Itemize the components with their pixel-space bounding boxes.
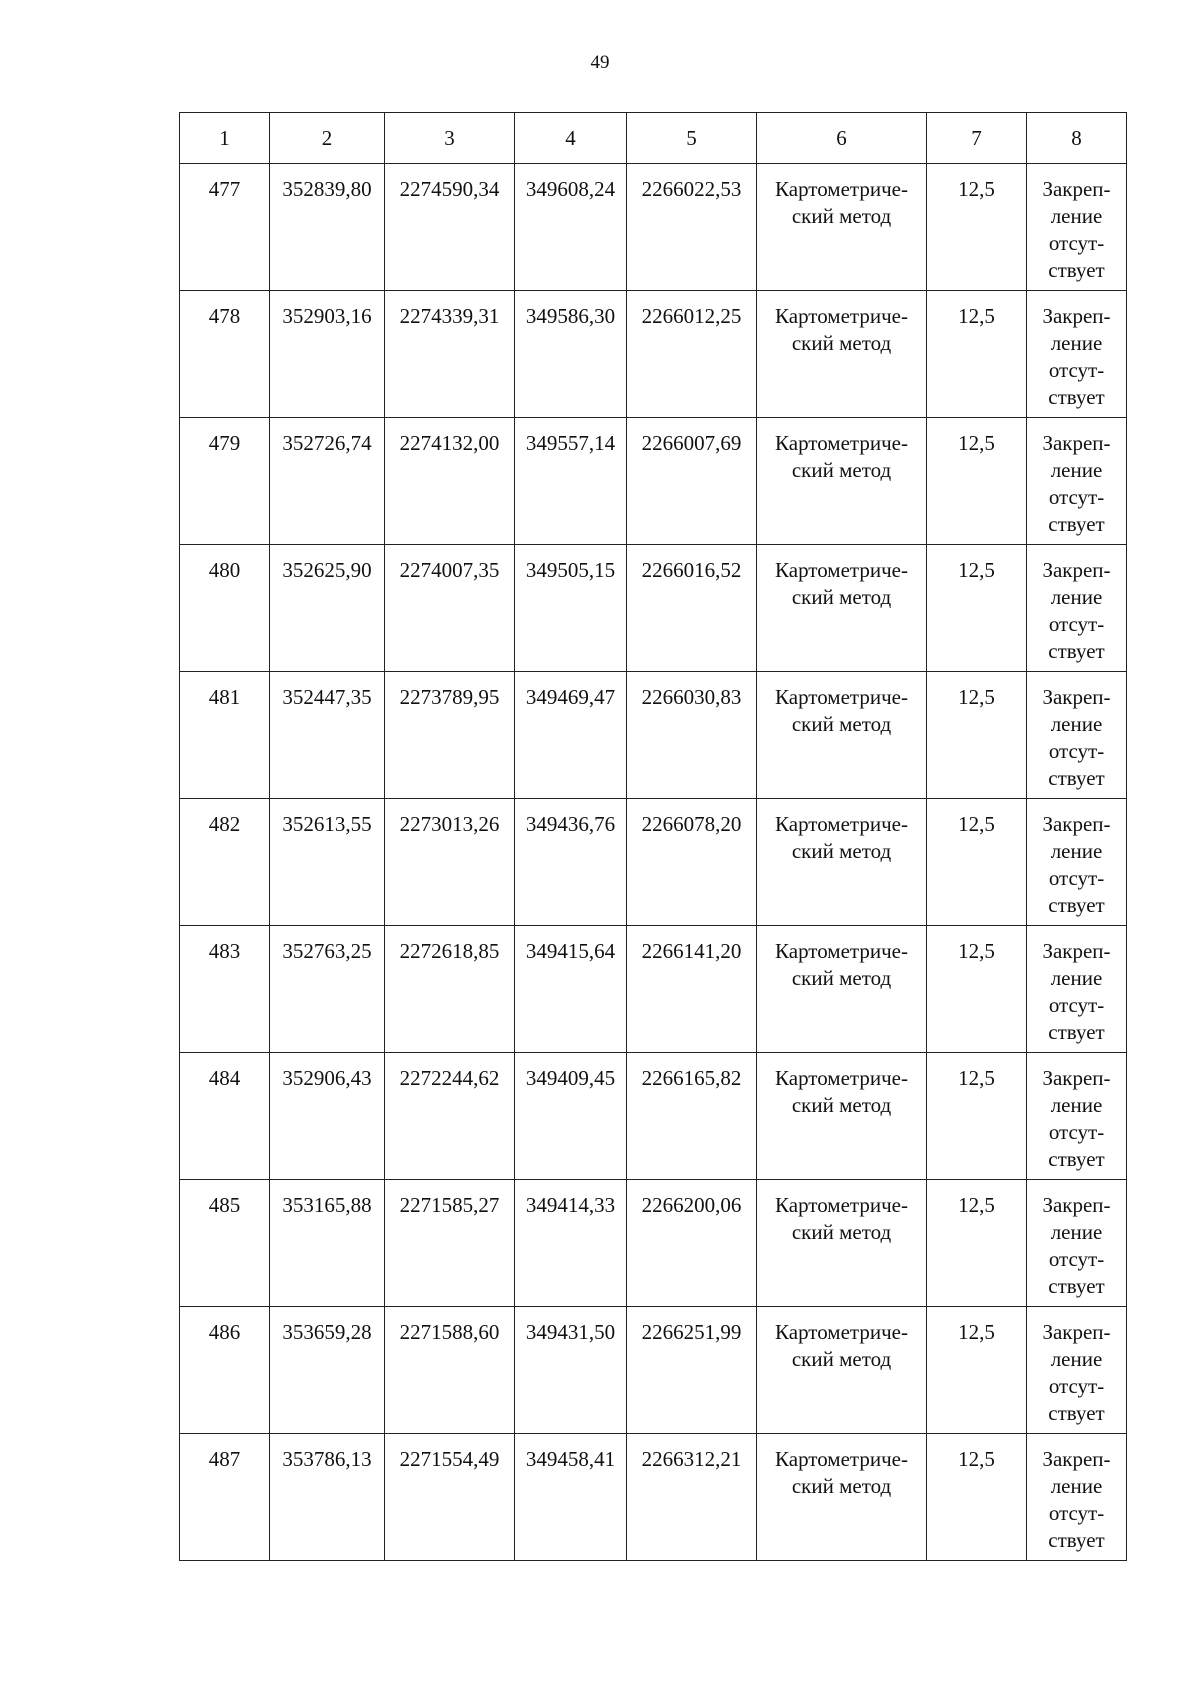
y-coordinate-new-cell: 2266251,99 (627, 1307, 757, 1434)
accuracy-cell: 12,5 (927, 1053, 1027, 1180)
point-number-cell: 483 (180, 926, 270, 1053)
page-number: 49 (590, 52, 610, 73)
table-row (180, 291, 1127, 418)
y-coordinate-new-cell: 2266012,25 (627, 291, 757, 418)
y-coordinate-cell: 2274339,31 (385, 291, 515, 418)
x-coordinate-cell: 352625,90 (270, 545, 385, 672)
accuracy-cell: 12,5 (927, 1180, 1027, 1307)
table-row (180, 926, 1127, 1053)
y-coordinate-cell: 2272618,85 (385, 926, 515, 1053)
y-coordinate-cell: 2273789,95 (385, 672, 515, 799)
fixing-cell: Закреп-ление отсут-ствует (1027, 926, 1127, 1053)
column-header-1: 1 (180, 113, 270, 164)
method-cell: Картометриче-ский метод (757, 1053, 927, 1180)
method-cell: Картометриче-ский метод (757, 545, 927, 672)
x-coordinate-cell: 353786,13 (270, 1434, 385, 1561)
accuracy-cell: 12,5 (927, 926, 1027, 1053)
x-coordinate-new-cell: 349414,33 (515, 1180, 627, 1307)
fixing-cell: Закреп-ление отсут-ствует (1027, 1053, 1127, 1180)
accuracy-cell: 12,5 (927, 291, 1027, 418)
x-coordinate-cell: 352906,43 (270, 1053, 385, 1180)
point-number-cell: 478 (180, 291, 270, 418)
table-row (180, 1307, 1127, 1434)
y-coordinate-new-cell: 2266200,06 (627, 1180, 757, 1307)
table-row (180, 418, 1127, 545)
column-header-4: 4 (515, 113, 627, 164)
point-number-cell: 485 (180, 1180, 270, 1307)
coordinates-table (179, 112, 1127, 1561)
accuracy-cell: 12,5 (927, 1434, 1027, 1561)
point-number-cell: 477 (180, 164, 270, 291)
table-row (180, 1180, 1127, 1307)
x-coordinate-new-cell: 349557,14 (515, 418, 627, 545)
accuracy-cell: 12,5 (927, 545, 1027, 672)
table-row (180, 672, 1127, 799)
table-row (180, 164, 1127, 291)
table-row (180, 545, 1127, 672)
x-coordinate-new-cell: 349415,64 (515, 926, 627, 1053)
method-cell: Картометриче-ский метод (757, 164, 927, 291)
y-coordinate-cell: 2271554,49 (385, 1434, 515, 1561)
method-cell: Картометриче-ский метод (757, 291, 927, 418)
x-coordinate-cell: 353165,88 (270, 1180, 385, 1307)
point-number-cell: 482 (180, 799, 270, 926)
table-row (180, 799, 1127, 926)
point-number-cell: 484 (180, 1053, 270, 1180)
method-cell: Картометриче-ский метод (757, 1180, 927, 1307)
fixing-cell: Закреп-ление отсут-ствует (1027, 1180, 1127, 1307)
method-cell: Картометриче-ский метод (757, 1307, 927, 1434)
accuracy-cell: 12,5 (927, 1307, 1027, 1434)
fixing-cell: Закреп-ление отсут-ствует (1027, 164, 1127, 291)
column-header-8: 8 (1027, 113, 1127, 164)
y-coordinate-new-cell: 2266165,82 (627, 1053, 757, 1180)
method-cell: Картометриче-ский метод (757, 799, 927, 926)
method-cell: Картометриче-ский метод (757, 926, 927, 1053)
x-coordinate-new-cell: 349586,30 (515, 291, 627, 418)
method-cell: Картометриче-ский метод (757, 672, 927, 799)
column-header-6: 6 (757, 113, 927, 164)
fixing-cell: Закреп-ление отсут-ствует (1027, 672, 1127, 799)
fixing-cell: Закреп-ление отсут-ствует (1027, 545, 1127, 672)
fixing-cell: Закреп-ление отсут-ствует (1027, 291, 1127, 418)
accuracy-cell: 12,5 (927, 799, 1027, 926)
x-coordinate-cell: 352613,55 (270, 799, 385, 926)
table-row (180, 1053, 1127, 1180)
x-coordinate-cell: 352726,74 (270, 418, 385, 545)
point-number-cell: 486 (180, 1307, 270, 1434)
accuracy-cell: 12,5 (927, 672, 1027, 799)
header-row (180, 113, 1127, 164)
x-coordinate-cell: 352447,35 (270, 672, 385, 799)
y-coordinate-new-cell: 2266141,20 (627, 926, 757, 1053)
y-coordinate-cell: 2271585,27 (385, 1180, 515, 1307)
x-coordinate-new-cell: 349436,76 (515, 799, 627, 926)
x-coordinate-cell: 353659,28 (270, 1307, 385, 1434)
method-cell: Картометриче-ский метод (757, 1434, 927, 1561)
x-coordinate-new-cell: 349608,24 (515, 164, 627, 291)
column-header-5: 5 (627, 113, 757, 164)
point-number-cell: 487 (180, 1434, 270, 1561)
x-coordinate-new-cell: 349409,45 (515, 1053, 627, 1180)
y-coordinate-new-cell: 2266078,20 (627, 799, 757, 926)
accuracy-cell: 12,5 (927, 418, 1027, 545)
x-coordinate-new-cell: 349469,47 (515, 672, 627, 799)
fixing-cell: Закреп-ление отсут-ствует (1027, 799, 1127, 926)
fixing-cell: Закреп-ление отсут-ствует (1027, 418, 1127, 545)
y-coordinate-new-cell: 2266022,53 (627, 164, 757, 291)
y-coordinate-cell: 2274590,34 (385, 164, 515, 291)
column-header-3: 3 (385, 113, 515, 164)
y-coordinate-cell: 2271588,60 (385, 1307, 515, 1434)
x-coordinate-new-cell: 349505,15 (515, 545, 627, 672)
y-coordinate-cell: 2274132,00 (385, 418, 515, 545)
y-coordinate-new-cell: 2266007,69 (627, 418, 757, 545)
y-coordinate-new-cell: 2266016,52 (627, 545, 757, 672)
x-coordinate-cell: 352763,25 (270, 926, 385, 1053)
accuracy-cell: 12,5 (927, 164, 1027, 291)
table-row (180, 1434, 1127, 1561)
y-coordinate-cell: 2274007,35 (385, 545, 515, 672)
fixing-cell: Закреп-ление отсут-ствует (1027, 1434, 1127, 1561)
x-coordinate-cell: 352839,80 (270, 164, 385, 291)
y-coordinate-cell: 2272244,62 (385, 1053, 515, 1180)
point-number-cell: 480 (180, 545, 270, 672)
point-number-cell: 479 (180, 418, 270, 545)
x-coordinate-new-cell: 349458,41 (515, 1434, 627, 1561)
fixing-cell: Закреп-ление отсут-ствует (1027, 1307, 1127, 1434)
x-coordinate-cell: 352903,16 (270, 291, 385, 418)
column-header-7: 7 (927, 113, 1027, 164)
y-coordinate-new-cell: 2266030,83 (627, 672, 757, 799)
table-body (180, 164, 1127, 1561)
method-cell: Картометриче-ский метод (757, 418, 927, 545)
x-coordinate-new-cell: 349431,50 (515, 1307, 627, 1434)
point-number-cell: 481 (180, 672, 270, 799)
column-header-2: 2 (270, 113, 385, 164)
y-coordinate-cell: 2273013,26 (385, 799, 515, 926)
y-coordinate-new-cell: 2266312,21 (627, 1434, 757, 1561)
